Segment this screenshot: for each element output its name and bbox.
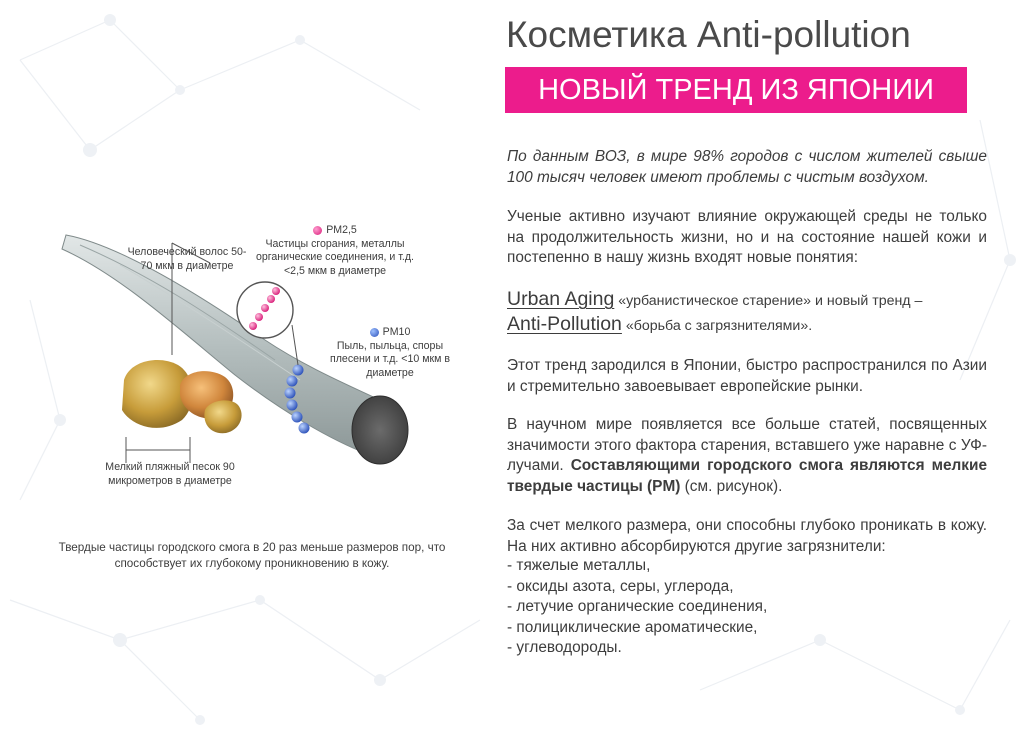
list-item: - оксиды азота, серы, углерода, — [507, 577, 734, 595]
pollutants-list — [507, 556, 767, 659]
paragraph-science-tail: (см. рисунок). — [680, 477, 783, 495]
paragraph-science-bold: Составляющими городского смога являются мелкие твердые частицы (PM) — [507, 457, 988, 495]
sand-grain — [204, 400, 241, 433]
pm25-magnifier — [237, 282, 293, 338]
paragraph-science — [507, 415, 987, 497]
list-item: - полициклические ароматические, — [507, 618, 758, 636]
pm10-title: PM10 — [382, 326, 411, 338]
pm25-description: Частицы сгорания, металлы органические соединения, и т.д. <2,5 мкм в диаметре — [256, 237, 414, 277]
page-subtitle-banner: НОВЫЙ ТРЕНД ИЗ ЯПОНИИ — [505, 67, 967, 113]
pm25-dot-icon — [313, 226, 322, 235]
pm10-description: Пыль, пыльца, споры плесени и т.д. <10 мкм в диаметре — [330, 339, 450, 379]
paragraph-who-stat: По данным ВОЗ, в мире 98% городов с числом жителей свыше 100 тысяч человек имеют проблемы с чистым воздухом. — [507, 148, 987, 186]
term-urban-aging-desc: «урбанистическое старение» и новый тренд – — [614, 293, 923, 309]
paragraph-terms — [507, 288, 987, 338]
paragraph-scientists: Ученые активно изучают влияние окружающей среды не только на продолжительность жизни, но и на состояние нашей кожи и постепенно в нашу жизнь входят новые понятия: — [507, 208, 987, 266]
term-anti-pollution-desc: «борьба с загрязнителями». — [621, 318, 813, 334]
hair-label: Человеческий волос 50-70 мкм в диаметре — [127, 246, 247, 272]
term-anti-pollution: Anti-Pollution — [507, 313, 622, 335]
pm25-title: PM2,5 — [326, 224, 357, 236]
paragraph-japan: Этот тренд зародился в Японии, быстро распространился по Азии и стремительно завоевывает европейские рынки. — [507, 357, 987, 395]
pm10-label — [320, 326, 460, 380]
paragraph-penetration: За счет мелкого размера, они способны глубоко проникать в кожу. На них активно абсорбируются другие загрязнители: — [507, 517, 987, 555]
hair-cross-section — [352, 396, 408, 464]
list-item: - углеводороды. — [507, 639, 622, 656]
pm10-dot-icon — [370, 328, 379, 337]
list-item: - тяжелые металлы, — [507, 557, 651, 574]
pm25-label — [247, 224, 423, 278]
sand-label: Мелкий пляжный песок 90 микрометров в диаметре — [105, 461, 235, 487]
page-title: Косметика Anti-pollution — [506, 14, 911, 55]
list-item: - летучие органические соединения, — [507, 598, 768, 615]
paragraph-science-text: В научном мире появляется все больше статей, посвященных значимости этого фактора старения, вставшего уже наравне с УФ-лучами. — [507, 416, 987, 474]
term-urban-aging: Urban Aging — [507, 288, 615, 310]
figure-caption: Твердые частицы городского смога в 20 раз меньше размеров пор, что способствует их глубокому проникновению в кожу. — [58, 541, 446, 570]
